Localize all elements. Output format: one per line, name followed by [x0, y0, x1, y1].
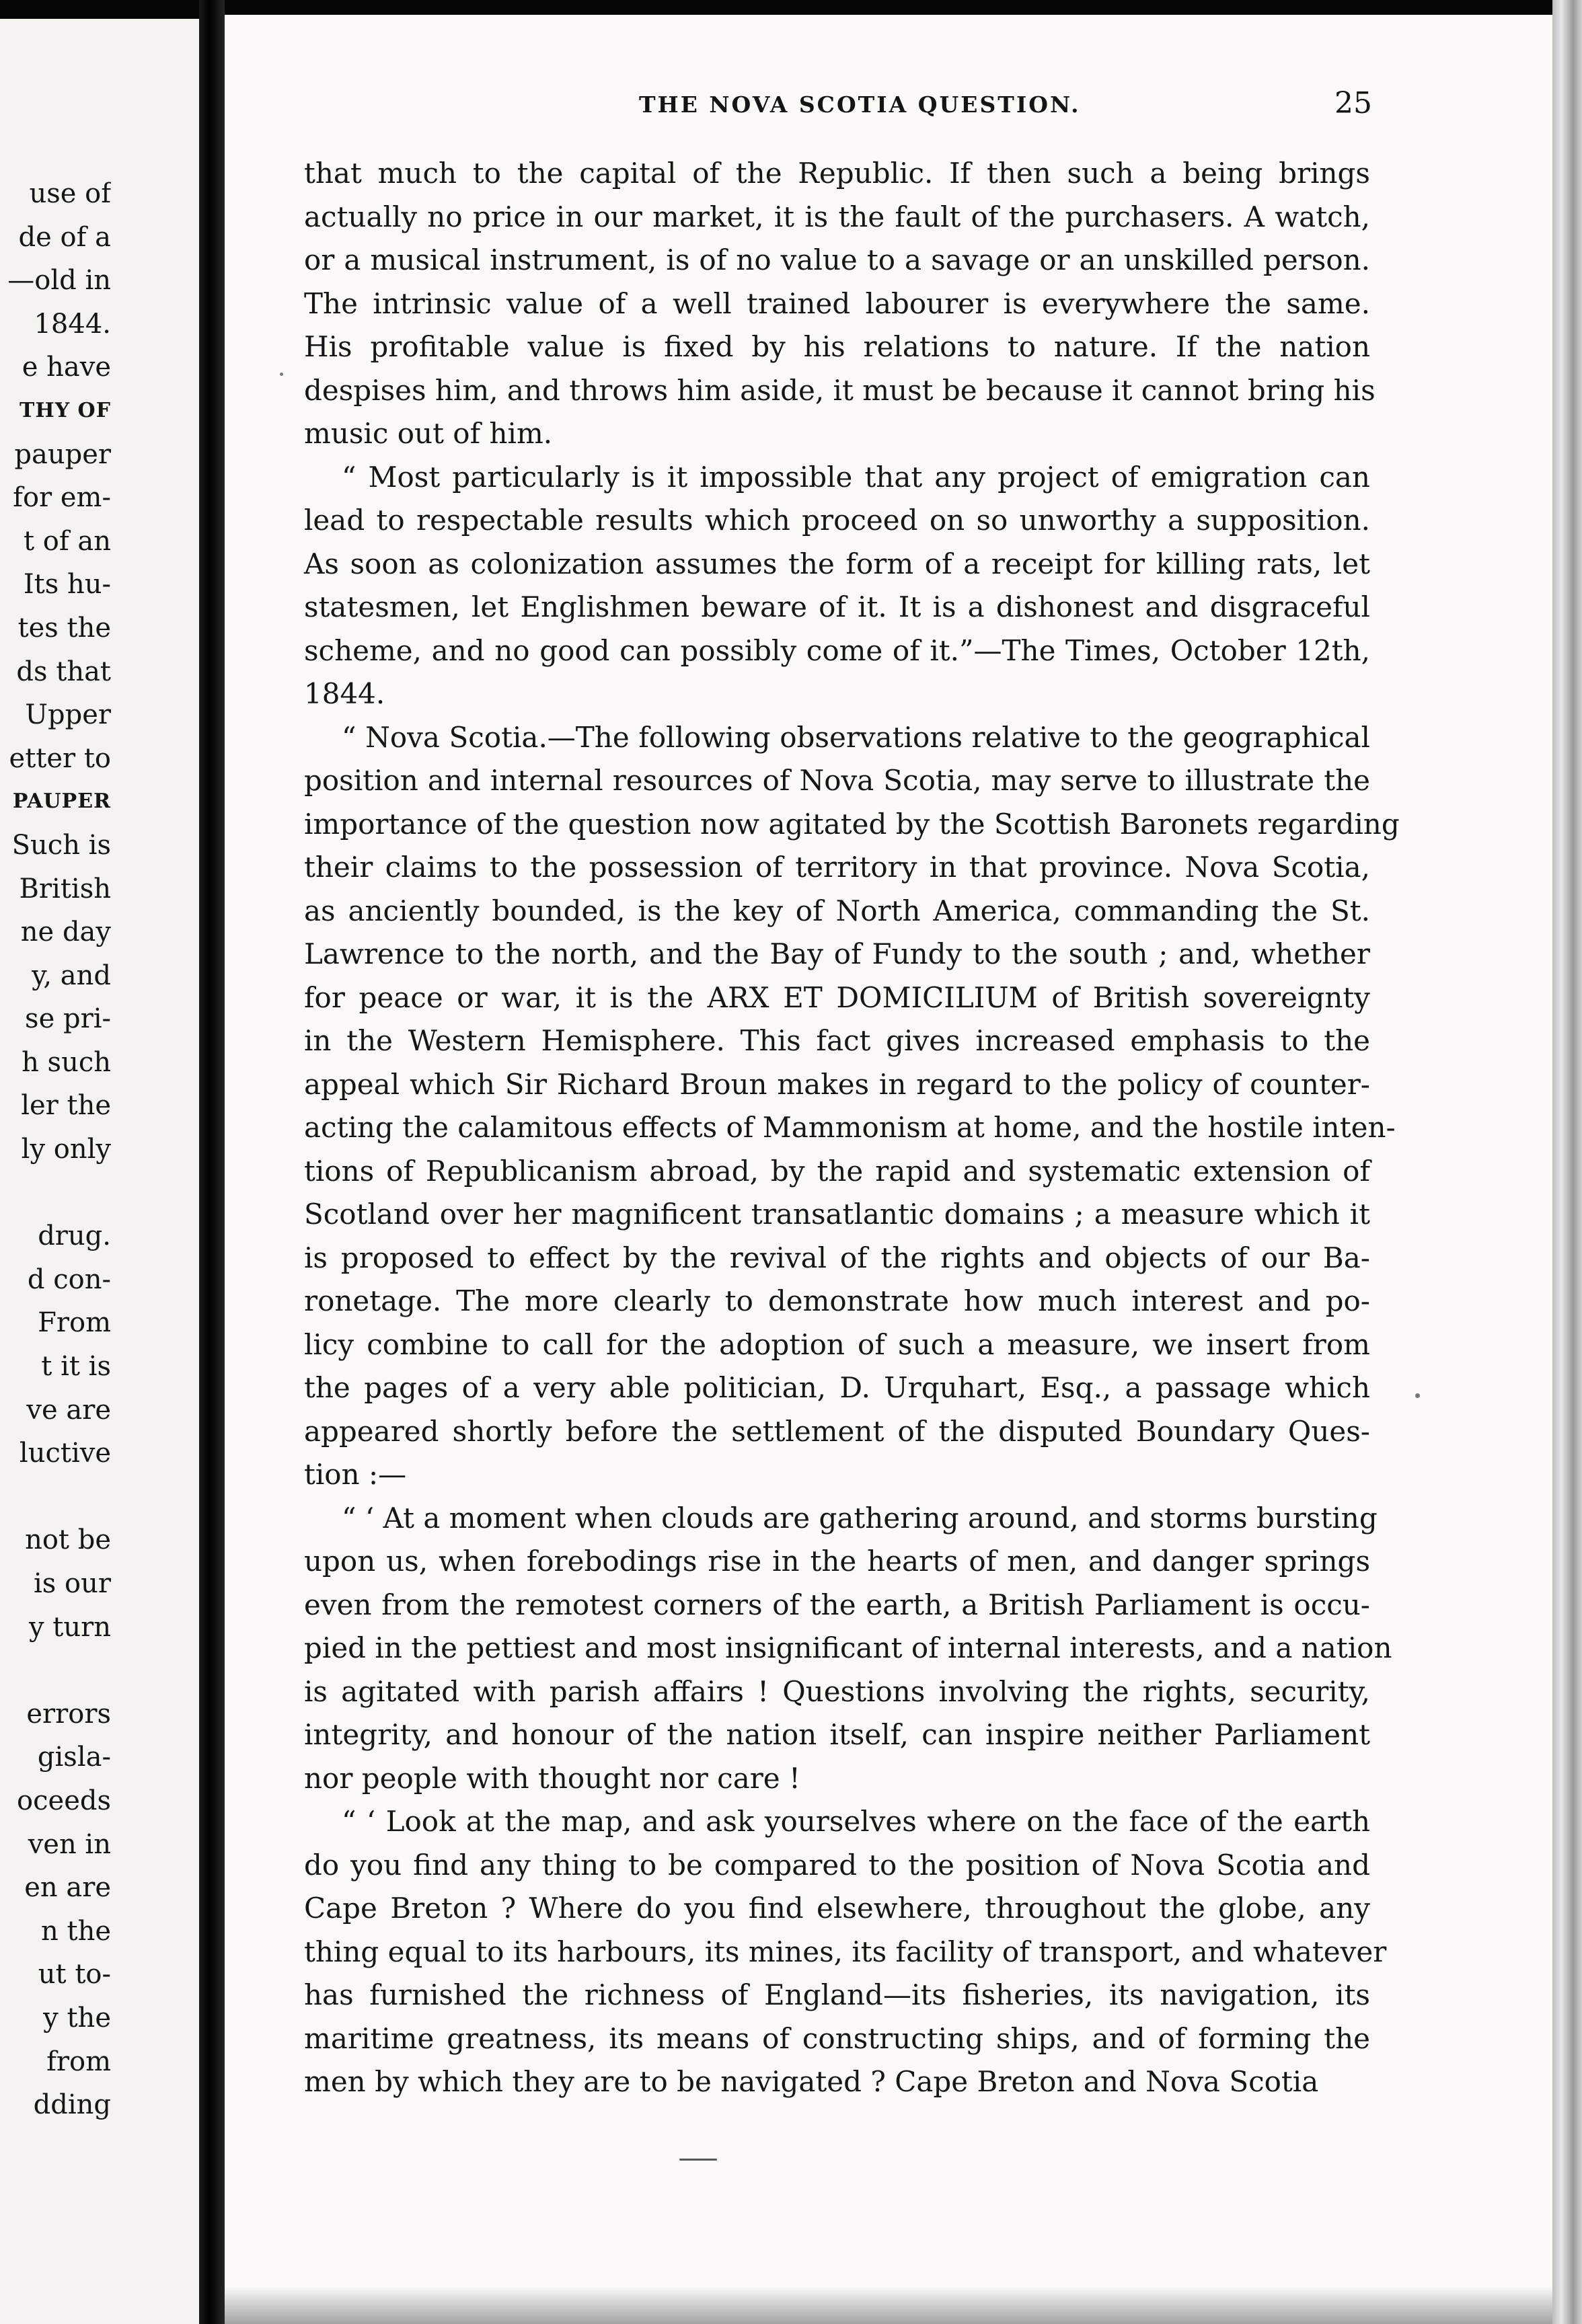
previous-page-fragment: en are — [24, 1872, 111, 1904]
ink-speck — [1415, 1393, 1420, 1398]
previous-page-fragment: is our — [34, 1568, 111, 1599]
text-line: the pages of a very able politician, D. Urquhart, Esq., a passage which — [304, 1371, 1370, 1404]
previous-page-fragment: y turn — [28, 1611, 111, 1643]
bottom-shadow — [225, 2286, 1552, 2324]
text-line: scheme, and no good can possibly come of it.”—The Times, October 12th, — [304, 633, 1370, 667]
text-line: do you find any thing to be compared to the position of Nova Scotia and — [304, 1848, 1370, 1882]
text-line: “ Nova Scotia.—The following observations relative to the geographical — [342, 720, 1370, 754]
previous-page-fragment: gisla- — [37, 1742, 111, 1773]
text-line: nor people with thought nor care ! — [304, 1761, 800, 1795]
text-line: appeared shortly before the settlement of the disputed Boundary Ques- — [304, 1414, 1370, 1448]
previous-page-fragment: use of — [29, 178, 111, 209]
text-line: as anciently bounded, is the key of North America, commanding the St. — [304, 894, 1370, 927]
previous-page-fragment: t it is — [41, 1351, 111, 1383]
text-line: As soon as colonization assumes the form of a receipt for killing rats, let — [304, 547, 1370, 580]
text-line: actually no price in our market, it is the fault of the purchasers. A watch, — [304, 200, 1370, 233]
text-line: The intrinsic value of a well trained labourer is everywhere the same. — [304, 286, 1370, 320]
text-line: pied in the pettiest and most insignificant of internal interests, and a nation — [304, 1631, 1392, 1664]
text-line: men by which they are to be navigated ? Cape Breton and Nova Scotia — [304, 2065, 1319, 2098]
text-line: His profitable value is fixed by his relations to nature. If the nation — [304, 330, 1370, 363]
text-line: “ ‘ At a moment when clouds are gathering around, and storms bursting — [342, 1501, 1378, 1535]
previous-page-edge — [0, 19, 217, 2324]
book-gutter — [199, 0, 225, 2324]
text-line: 1844. — [304, 677, 385, 710]
text-line: “ ‘ Look at the map, and ask yourselves where on the face of the earth — [342, 1805, 1370, 1838]
text-line: for peace or war, it is the ARX ET DOMICILIUM of British sovereignty — [304, 980, 1370, 1014]
previous-page-fragment: ler the — [21, 1090, 111, 1122]
previous-page-fragment: THY OF — [20, 398, 111, 422]
text-line: tion :— — [304, 1458, 407, 1491]
previous-page-fragment: errors — [26, 1698, 111, 1730]
text-line: in the Western Hemisphere. This fact gives increased emphasis to the — [304, 1024, 1370, 1057]
previous-page-fragment: dding — [33, 2089, 111, 2121]
previous-page-fragment: ven in — [28, 1828, 111, 1860]
previous-page-fragment: h such — [22, 1046, 111, 1078]
text-line: tions of Republicanism abroad, by the rapid and systematic extension of — [304, 1154, 1370, 1188]
text-line: music out of him. — [304, 417, 553, 450]
text-line: lead to respectable results which proceed on so unworthy a supposition. — [304, 504, 1370, 537]
running-head: THE NOVA SCOTIA QUESTION. — [639, 91, 1081, 118]
previous-page-fragments — [0, 172, 111, 2127]
previous-page-fragment: PAUPER — [12, 789, 111, 814]
previous-page-fragment: Such is — [11, 829, 111, 861]
previous-page-fragment: se pri- — [25, 1003, 111, 1035]
text-line: despises him, and throws him aside, it must be because it cannot bring his — [304, 373, 1376, 407]
page-number: 25 — [1334, 86, 1372, 120]
previous-page-fragment: y the — [43, 2002, 111, 2034]
previous-page-fragment: From — [38, 1307, 111, 1339]
previous-page-fragment: not be — [25, 1524, 111, 1556]
text-line: even from the remotest corners of the earth, a British Parliament is occu- — [304, 1588, 1370, 1621]
previous-page-fragment: Upper — [25, 699, 111, 731]
text-line: Cape Breton ? Where do you find elsewhere, throughout the globe, any — [304, 1892, 1370, 1925]
text-line: or a musical instrument, is of no value to a savage or an unskilled person. — [304, 243, 1370, 276]
text-line: is proposed to effect by the revival of the rights and objects of our Ba- — [304, 1241, 1370, 1274]
text-line: licy combine to call for the adoption of such a measure, we insert from — [304, 1327, 1370, 1361]
text-line: integrity, and honour of the nation itself, can inspire neither Parliament — [304, 1718, 1370, 1751]
ink-speck — [280, 373, 283, 376]
previous-page-fragment: ut to- — [38, 1959, 111, 1990]
text-line: importance of the question now agitated by the Scottish Baronets regarding — [304, 807, 1400, 841]
previous-page-fragment: —old in — [7, 265, 111, 297]
previous-page-fragment: oceeds — [17, 1785, 111, 1816]
previous-page-fragment: etter to — [9, 742, 111, 774]
previous-page-fragment: 1844. — [34, 308, 111, 340]
previous-page-fragment: pauper — [14, 438, 111, 470]
text-line: that much to the capital of the Republic. If then such a being brings — [304, 157, 1370, 190]
previous-page-fragment: luctive — [19, 1438, 111, 1469]
text-line: position and internal resources of Nova Scotia, may serve to illustrate the — [304, 764, 1370, 797]
text-line: has furnished the richness of England—its fisheries, its navigation, its — [304, 1978, 1370, 2011]
previous-page-fragment: tes the — [17, 612, 111, 644]
text-line: acting the calamitous effects of Mammonism at home, and the hostile inten- — [304, 1111, 1396, 1144]
text-line: “ Most particularly is it impossible that any project of emigration can — [342, 460, 1370, 494]
body-text — [304, 152, 1400, 2104]
text-line: thing equal to its harbours, its mines, its facility of transport, and whatever — [304, 1935, 1387, 1968]
previous-page-fragment: ve are — [26, 1394, 111, 1426]
text-line: appeal which Sir Richard Broun makes in regard to the policy of counter- — [304, 1067, 1370, 1101]
text-line: Lawrence to the north, and the Bay of Fundy to the south ; and, whether — [304, 937, 1370, 970]
previous-page-fragment: de of a — [18, 221, 111, 253]
previous-page-fragment: d con- — [27, 1264, 111, 1295]
previous-page-fragment: ne day — [20, 917, 111, 948]
previous-page-fragment: for em- — [13, 482, 111, 514]
previous-page-fragment: y, and — [32, 960, 111, 991]
previous-page-fragment: from — [46, 2046, 111, 2077]
previous-page-fragment: e have — [22, 352, 111, 383]
previous-page-fragment: ly only — [21, 1134, 111, 1165]
text-line: is agitated with parish affairs ! Questions involving the rights, security, — [304, 1674, 1370, 1708]
text-line: ronetage. The more clearly to demonstrate how much interest and po- — [304, 1284, 1370, 1317]
previous-page-fragment: ds that — [16, 656, 111, 687]
previous-page-fragment: t of an — [24, 525, 111, 557]
text-line: statesmen, let Englishmen beware of it. It is a dishonest and disgraceful — [304, 590, 1370, 623]
previous-page-fragment: British — [19, 873, 111, 904]
text-line: upon us, when forebodings rise in the hearts of men, and danger springs — [304, 1545, 1370, 1578]
text-line: Scotland over her magnificent transatlantic domains ; a measure which it — [304, 1198, 1370, 1231]
ink-speck — [679, 2159, 717, 2161]
previous-page-fragment: Its hu- — [23, 569, 111, 601]
page-edge-right — [1552, 0, 1582, 2324]
previous-page-fragment: n the — [41, 1915, 111, 1947]
text-line: maritime greatness, its means of constructing ships, and of forming the — [304, 2021, 1370, 2055]
text-line: their claims to the possession of territory in that province. Nova Scotia, — [304, 851, 1370, 884]
previous-page-fragment: drug. — [38, 1221, 111, 1252]
